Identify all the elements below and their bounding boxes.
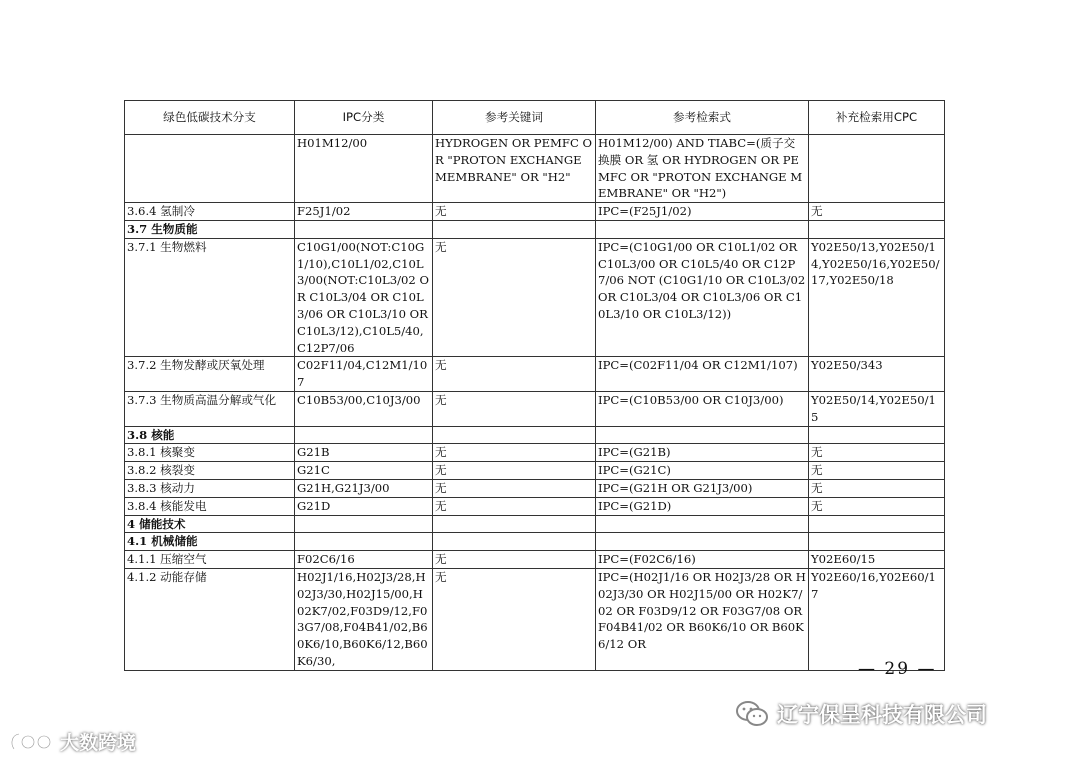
brand-logo-icon <box>8 729 56 755</box>
cpc-cell: 无 <box>809 497 945 515</box>
search-query-cell: IPC=(F25J1/02) <box>596 203 809 221</box>
search-query-cell: IPC=(G21H OR G21J3/00) <box>596 479 809 497</box>
table-row <box>125 568 945 670</box>
search-query-cell <box>596 515 809 533</box>
ipc-cell: G21D <box>295 497 433 515</box>
tech-branch-cell: 3.7.1 生物燃料 <box>125 238 295 357</box>
ipc-cell: G21C <box>295 462 433 480</box>
tech-branch-cell: 4 储能技术 <box>125 515 295 533</box>
search-query-cell: IPC=(F02C6/16) <box>596 551 809 569</box>
keywords-cell <box>433 515 596 533</box>
search-query-cell <box>596 426 809 444</box>
table-header-row <box>125 101 945 135</box>
header-ipc: IPC分类 <box>295 101 433 135</box>
tech-branch-cell: 3.8.3 核动力 <box>125 479 295 497</box>
table-body <box>125 135 945 671</box>
section-row <box>125 220 945 238</box>
ipc-cell: G21H,G21J3/00 <box>295 479 433 497</box>
ipc-cell: F25J1/02 <box>295 203 433 221</box>
section-row <box>125 426 945 444</box>
table-row <box>125 462 945 480</box>
ipc-cell <box>295 220 433 238</box>
tech-branch-cell: 4.1.2 动能存储 <box>125 568 295 670</box>
keywords-cell: 无 <box>433 203 596 221</box>
cpc-cell <box>809 220 945 238</box>
search-query-cell: IPC=(C10B53/00 OR C10J3/00) <box>596 391 809 426</box>
cpc-cell: Y02E50/343 <box>809 357 945 392</box>
wechat-icon <box>735 700 769 728</box>
search-query-cell <box>596 220 809 238</box>
header-tech-branch: 绿色低碳技术分支 <box>125 101 295 135</box>
table-row <box>125 238 945 357</box>
ipc-cell: H01M12/00 <box>295 135 433 203</box>
brand-watermark-text: 大数跨境 <box>60 732 137 754</box>
table-row <box>125 497 945 515</box>
company-watermark-text: 辽宁保呈科技有限公司 <box>777 703 987 727</box>
tech-branch-cell: 3.7.2 生物发酵或厌氧处理 <box>125 357 295 392</box>
keywords-cell: HYDROGEN OR PEMFC OR "PROTON EXCHANGE MEMBRANE" OR "H2" <box>433 135 596 203</box>
header-search-query: 参考检索式 <box>596 101 809 135</box>
keywords-cell: 无 <box>433 551 596 569</box>
ipc-cell: C10G1/00(NOT:C10G1/10),C10L1/02,C10L3/00(NOT:C10L3/02 OR C10L3/04 OR C10L3/06 OR C10L3/10 OR C10L3/12),C10L5/40,C12P7/06 <box>295 238 433 357</box>
tech-branch-cell: 4.1.1 压缩空气 <box>125 551 295 569</box>
ipc-cell <box>295 426 433 444</box>
cpc-cell: 无 <box>809 479 945 497</box>
cpc-cell: 无 <box>809 203 945 221</box>
tech-branch-cell: 3.7 生物质能 <box>125 220 295 238</box>
header-keywords: 参考关键词 <box>433 101 596 135</box>
keywords-cell: 无 <box>433 479 596 497</box>
tech-branch-cell: 3.8 核能 <box>125 426 295 444</box>
company-watermark <box>735 699 987 729</box>
cpc-cell <box>809 515 945 533</box>
ipc-classification-table <box>124 100 945 671</box>
tech-branch-cell <box>125 135 295 203</box>
ipc-cell <box>295 533 433 551</box>
search-query-cell <box>596 533 809 551</box>
page-number: — 29 — <box>858 659 937 679</box>
table-row <box>125 203 945 221</box>
search-query-cell: IPC=(G21B) <box>596 444 809 462</box>
search-query-cell: IPC=(G21D) <box>596 497 809 515</box>
cpc-cell <box>809 135 945 203</box>
table-row <box>125 135 945 203</box>
tech-branch-cell: 3.8.1 核聚变 <box>125 444 295 462</box>
cpc-cell: 无 <box>809 462 945 480</box>
keywords-cell: 无 <box>433 391 596 426</box>
ipc-cell: H02J1/16,H02J3/28,H02J3/30,H02J15/00,H02K7/02,F03D9/12,F03G7/08,F04B41/02,B60K6/10,B60K6/12,B60K6/30, <box>295 568 433 670</box>
ipc-cell: F02C6/16 <box>295 551 433 569</box>
ipc-cell: C10B53/00,C10J3/00 <box>295 391 433 426</box>
tech-branch-cell: 4.1 机械储能 <box>125 533 295 551</box>
tech-branch-cell: 3.8.4 核能发电 <box>125 497 295 515</box>
table-row <box>125 391 945 426</box>
cpc-cell: Y02E60/16,Y02E60/17 <box>809 568 945 670</box>
tech-branch-cell: 3.8.2 核裂变 <box>125 462 295 480</box>
brand-watermark <box>8 728 136 755</box>
cpc-cell <box>809 533 945 551</box>
keywords-cell <box>433 533 596 551</box>
cpc-cell: 无 <box>809 444 945 462</box>
keywords-cell <box>433 220 596 238</box>
cpc-cell: Y02E50/13,Y02E50/14,Y02E50/16,Y02E50/17,Y02E50/18 <box>809 238 945 357</box>
ipc-cell <box>295 515 433 533</box>
keywords-cell <box>433 426 596 444</box>
search-query-cell: IPC=(G21C) <box>596 462 809 480</box>
keywords-cell: 无 <box>433 357 596 392</box>
keywords-cell: 无 <box>433 497 596 515</box>
keywords-cell: 无 <box>433 462 596 480</box>
ipc-cell: G21B <box>295 444 433 462</box>
cpc-cell: Y02E50/14,Y02E50/15 <box>809 391 945 426</box>
table-row <box>125 479 945 497</box>
search-query-cell: IPC=(H02J1/16 OR H02J3/28 OR H02J3/30 OR H02J15/00 OR H02K7/02 OR F03D9/12 OR F03G7/08 OR F04B41/02 OR B60K6/10 OR B60K6/12 OR <box>596 568 809 670</box>
table-row <box>125 357 945 392</box>
search-query-cell: IPC=(C02F11/04 OR C12M1/107) <box>596 357 809 392</box>
table-row <box>125 551 945 569</box>
keywords-cell: 无 <box>433 238 596 357</box>
header-cpc: 补充检索用CPC <box>809 101 945 135</box>
search-query-cell: H01M12/00) AND TIABC=(质子交换膜 OR 氢 OR HYDROGEN OR PEMFC OR "PROTON EXCHANGE MEMBRANE" OR "H2") <box>596 135 809 203</box>
ipc-cell: C02F11/04,C12M1/107 <box>295 357 433 392</box>
search-query-cell: IPC=(C10G1/00 OR C10L1/02 OR C10L3/00 OR C10L5/40 OR C12P7/06 NOT (C10G1/10 OR C10L3/02 OR C10L3/04 OR C10L3/06 OR C10L3/10 OR C10L3/12)) <box>596 238 809 357</box>
table-row <box>125 444 945 462</box>
tech-branch-cell: 3.6.4 氢制冷 <box>125 203 295 221</box>
cpc-cell: Y02E60/15 <box>809 551 945 569</box>
section-row <box>125 515 945 533</box>
cpc-cell <box>809 426 945 444</box>
section-row <box>125 533 945 551</box>
tech-branch-cell: 3.7.3 生物质高温分解或气化 <box>125 391 295 426</box>
keywords-cell: 无 <box>433 568 596 670</box>
keywords-cell: 无 <box>433 444 596 462</box>
